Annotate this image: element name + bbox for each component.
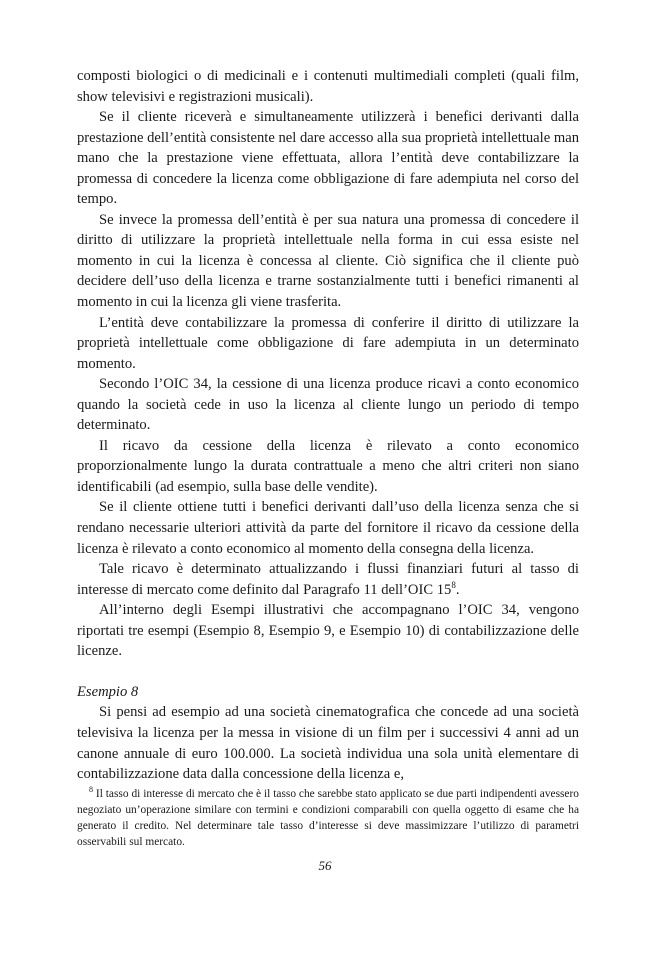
footnote-area <box>77 787 579 851</box>
paragraph-9: All’interno degli Esempi illustrativi che accompagnano l’OIC 34, vengono riportati tre esempi (Esempio 8, Esempio 9, e Esempio 10) di contabilizzazione delle licenze. <box>77 602 579 660</box>
page-body <box>77 66 579 785</box>
footnote-8 <box>77 787 579 851</box>
page-number: 56 <box>318 858 332 873</box>
paragraph-1: composti biologici o di medicinali e i contenuti multimediali completi (quali film, show televisivi e registrazioni musicali). <box>77 68 579 105</box>
example-title: Esempio 8 <box>77 683 139 700</box>
footnote-number: 8 <box>89 785 93 795</box>
paragraph-8 <box>77 559 579 600</box>
footnote-reference: 8 <box>451 579 456 590</box>
paragraph-5: Secondo l’OIC 34, la cessione di una licenza produce ricavi a conto economico quando la società cede in uso la licenza al cliente lungo un periodo di tempo determinato. <box>77 376 579 434</box>
paragraph-7: Se il cliente ottiene tutti i benefici derivanti dall’uso della licenza senza che si rendano necessarie ulteriori attività da parte del fornitore il ricavo da cessione della licenza è rilevato a conto economico al momento della consegna della licenza. <box>77 499 579 557</box>
paragraph-3: Se invece la promessa dell’entità è per sua natura una promessa di concedere il diritto di utilizzare la proprietà intellettuale nella forma in cui essa esiste nel momento in cui la licenza è concessa al cliente. Ciò significa che il cliente può decidere dell’uso della licenza e trarne sostanzialmente tutti i benefici rimanenti al momento in cui la licenza gli viene trasferita. <box>77 211 579 311</box>
paragraph-4: L’entità deve contabilizzare la promessa di conferire il diritto di utilizzare la proprietà intellettuale come obbligazione di fare adempiuta in un determinato momento. <box>77 314 579 372</box>
footnote-text: Il tasso di interesse di mercato che è il tasso che sarebbe stato applicato se due parti indipendenti avessero negoziato un’operazione similare con termini e condizioni comparabili con quella oggetto di esame che ha generato il credito. Nel determinare tale tasso d’interesse si deve massimizzare l’utilizzo di parametri osservabili sul mercato. <box>77 788 579 848</box>
paragraph-8-text: Tale ricavo è determinato attualizzando i flussi finanziari futuri al tasso di interesse di mercato come definito dal Paragrafo 11 dell’OIC 15 <box>77 561 579 598</box>
paragraph-6: Il ricavo da cessione della licenza è rilevato a conto economico proporzionalmente lungo la durata contrattuale a meno che altri criteri non siano identificabili (ad esempio, sulla base delle vendite). <box>77 437 579 495</box>
example-paragraph: Si pensi ad esempio ad una società cinematografica che concede ad una società televisiva la licenza per la messa in visione di un film per i successivi 4 anni ad un canone annuale di euro 100.000. La società individua una sola unità elementare di contabilizzazione data dalla concessione della licenza e, <box>77 704 579 783</box>
paragraph-8-period: . <box>455 581 460 598</box>
paragraph-2: Se il cliente riceverà e simultaneamente utilizzerà i benefici derivanti dalla prestazione dell’entità consistente nel dare accesso alla sua proprietà intellettuale man mano che la prestazione viene effettuata, allora l’entità deve contabilizzare la promessa di concedere la licenza come obbligazione di fare adempiuta nel corso del tempo. <box>77 109 579 208</box>
